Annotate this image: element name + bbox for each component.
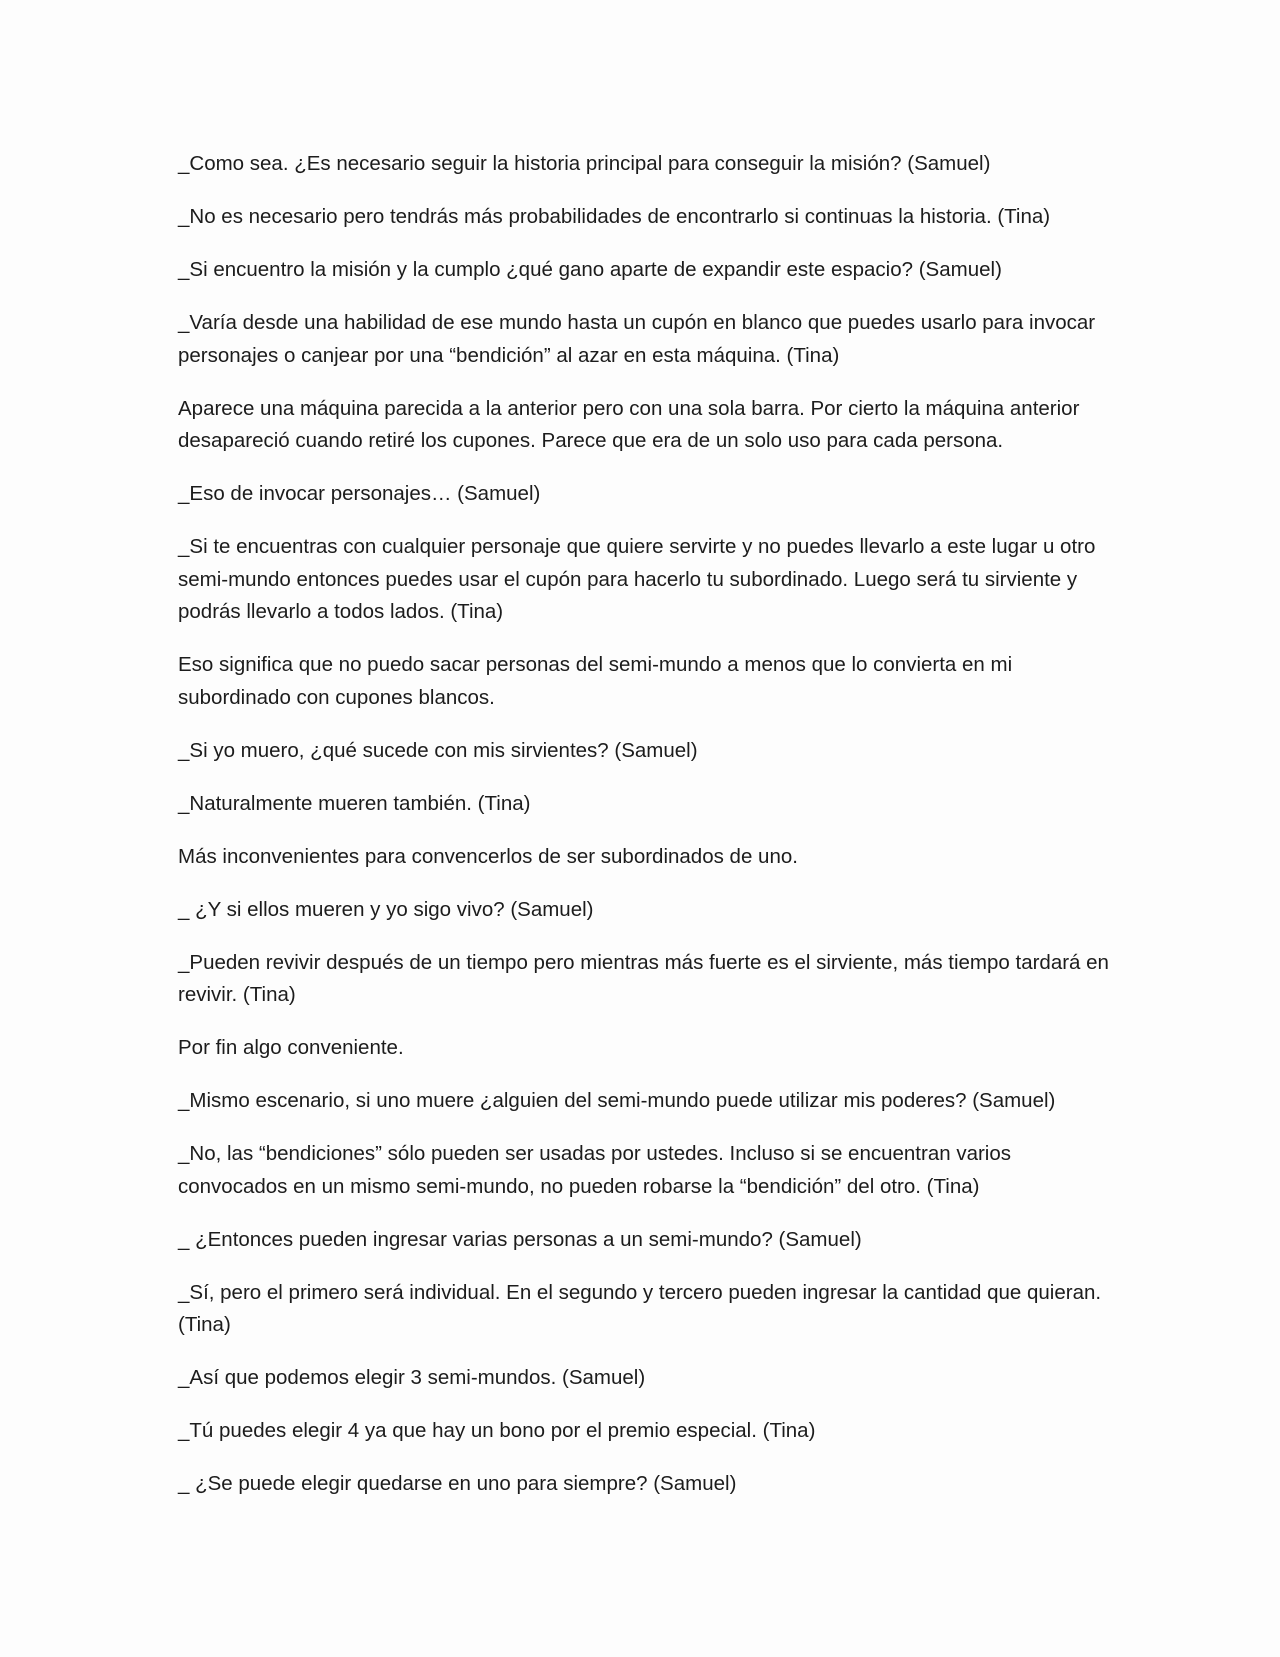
paragraph-8: Eso significa que no puedo sacar personas del semi-mundo a menos que lo convierta en mi subordinado con cupones blancos.	[178, 653, 1013, 709]
paragraph-18: _Sí, pero el primero será individual. En el segundo y tercero pueden ingresar la cantidad que quieran. (Tina)	[178, 1280, 1102, 1336]
paragraph-7: _Si te encuentras con cualquier personaje que quiere servirte y no puedes llevarlo a este lugar u otro semi-mundo entonces puedes usar el cupón para hacerlo tu subordinado. Luego será tu sirviente y podrás llevarlo a todos lados. (Tina)	[178, 535, 1096, 623]
paragraph-12: _ ¿Y si ellos mueren y yo sigo vivo? (Samuel)	[178, 897, 594, 921]
paragraph-14: Por fin algo conveniente.	[178, 1036, 404, 1059]
paragraph-10: _Naturalmente mueren también. (Tina)	[178, 791, 531, 815]
paragraph-17: _ ¿Entonces pueden ingresar varias personas a un semi-mundo? (Samuel)	[178, 1227, 862, 1251]
paragraph-1: _Como sea. ¿Es necesario seguir la historia principal para conseguir la misión? (Samuel)	[178, 152, 991, 175]
paragraph-15: _Mismo escenario, si uno muere ¿alguien del semi-mundo puede utilizar mis poderes? (Samuel)	[178, 1089, 1056, 1112]
paragraph-6: _Eso de invocar personajes… (Samuel)	[178, 482, 541, 505]
paragraph-2: _No es necesario pero tendrás más probabilidades de encontrarlo si continuas la historia. (Tina)	[178, 205, 1051, 228]
paragraph-11: Más inconvenientes para convencerlos de ser subordinados de uno.	[178, 844, 798, 868]
paragraph-19: _Así que podemos elegir 3 semi-mundos. (Samuel)	[178, 1366, 646, 1389]
paragraph-3: _Si encuentro la misión y la cumplo ¿qué gano aparte de expandir este espacio? (Samuel)	[178, 258, 1002, 281]
paragraph-20: _Tú puedes elegir 4 ya que hay un bono por el premio especial. (Tina)	[178, 1419, 816, 1442]
paragraph-13: _Pueden revivir después de un tiempo pero mientras más fuerte es el sirviente, más tiempo tardará en revivir. (Tina)	[178, 950, 1109, 1006]
paragraph-9: _Si yo muero, ¿qué sucede con mis sirvientes? (Samuel)	[178, 738, 698, 762]
paragraph-5: Aparece una máquina parecida a la anterior pero con una sola barra. Por cierto la máquina anterior desapareció cuando retiré los cupones. Parece que era de un solo uso para cada persona.	[178, 396, 1080, 452]
paragraph-16: _No, las “bendiciones” sólo pueden ser usadas por ustedes. Incluso si se encuentran varios convocados en un mismo semi-mundo, no pueden robarse la “bendición” del otro. (Tina)	[178, 1142, 1012, 1198]
paragraph-4: _Varía desde una habilidad de ese mundo hasta un cupón en blanco que puedes usarlo para invocar personajes o canjear por una “bendición” al azar en esta máquina. (Tina)	[178, 311, 1096, 367]
paragraph-21: _ ¿Se puede elegir quedarse en uno para siempre? (Samuel)	[178, 1472, 737, 1495]
document-body	[178, 148, 1113, 1521]
